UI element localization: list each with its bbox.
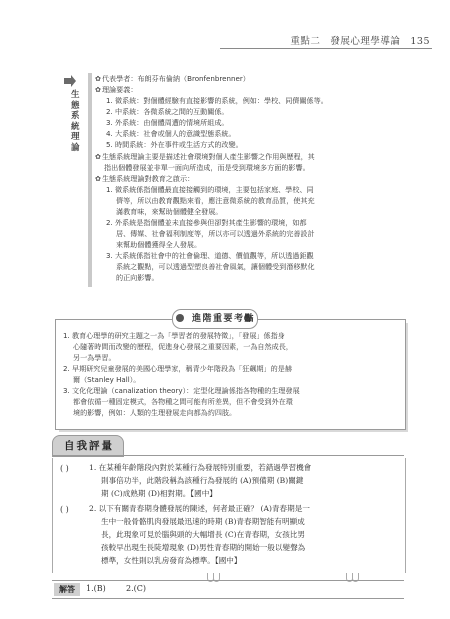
star-icon: ✿ <box>95 152 101 161</box>
side-bar <box>88 73 92 287</box>
question-line: 生中一般骨骼肌肉發展最迅速的時期 (B)青春期智能有明顯成 <box>101 517 305 526</box>
question-line: 2. 以下有關青春期身體發展的陳述，何者最正確？ (A)青春期是一 <box>89 504 310 513</box>
question-line: 期 (C)成熟期 (D)相對期。【國中】 <box>101 489 217 498</box>
line: 另一為學習。 <box>73 353 116 362</box>
header-divider <box>220 48 432 49</box>
question-line: 長，此現象可見於腦與頭的大幅增長 (C)在青春期，女孩比男 <box>101 530 305 539</box>
line: 儕等，所以由教育觀點來看，應注意微系統的教育品質，使其充 <box>116 196 315 205</box>
answer-1: 1.(B) <box>86 584 106 593</box>
running-header <box>240 33 430 47</box>
star-icon: ✿ <box>95 85 101 94</box>
line: 1. 微系統：對個體經驗有直接影響的系統，例如：學校、同儕關係等。 <box>106 96 328 105</box>
line: 2. 早期研究兒童發展的美國心理學家，稱青少年階段為「狂飆期」的是赫 <box>63 364 292 373</box>
answers-divider <box>52 580 404 581</box>
line: 爾（Stanley Hall）。 <box>73 375 141 384</box>
answers-bottom-rule <box>52 598 404 599</box>
question-line: 1. 在某種年齡階段內對於某種行為發展特別重要，若錯過學習機會 <box>89 463 312 472</box>
line: 滿教育味，來幫助個體健全發展。 <box>116 207 223 216</box>
line: 3. 外系統：由個體周遭的情境所組成。 <box>106 118 229 127</box>
answer-2: 2.(C) <box>126 584 146 593</box>
line: 居、傳媒、社會福利制度等，所以亦可以透過外系統的完善設計 <box>116 229 315 238</box>
question-line: 則事倍功半，此階段稱為該種行為發展的 (A)預備期 (B)關鍵 <box>101 476 304 485</box>
line: 的正向影響。 <box>116 273 159 282</box>
line: ✿生態系統理論主要是描述社會環境對個人產生影響之作用與歷程，其 <box>95 152 315 161</box>
line: 1. 教育心理學的研究主題之一為「學習者的發展特徵」，「發展」係指身 <box>63 331 285 340</box>
side-label: 生態系統理論 <box>71 90 80 153</box>
line: 2. 外系統是指個體並未直接參與但卻對其產生影響的環境，如都 <box>106 218 307 227</box>
chapter-title: 發展心理學導論 <box>330 36 401 47</box>
line: 5. 時間系統：外在事件或生活方式的改變。 <box>106 140 243 149</box>
line: ✿生態系統理論對教育之啟示： <box>95 174 195 183</box>
question-line: 標準，女性則以乳房發育為標準。【國中】 <box>101 556 242 565</box>
line: 3. 大系統係指社會中的社會倫理、道德、價值觀等，所以透過鉅觀 <box>106 251 314 260</box>
line: 都會依循一種固定模式，各物種之間可能有所差異，但不會受到外在環 <box>73 397 293 406</box>
arrow-right-icon <box>63 74 77 88</box>
star-icon: ✿ <box>95 174 101 183</box>
self-eval-title: 自我評量 <box>64 440 114 452</box>
line: 境的影響，例如：人類的生理發展走向都為約四肢。 <box>73 408 237 417</box>
question-line: 孩較早出現生長陡增現象 (D)男性青春期的開始一般以變聲為 <box>101 543 306 552</box>
answers-label: 解答 <box>54 583 80 596</box>
line: 3. 文化化理論（canalization theory）：定型化理論係指各物種的生理發展 <box>63 386 300 395</box>
star-icon: ✿ <box>95 74 101 83</box>
bullet-dot-icon <box>176 314 184 322</box>
line: 系統之觀點，可以透過型塑良善社會風氣，讓個體受到潛移默化 <box>116 262 315 271</box>
line: ✿代表學者：布朗芬布倫納（Bronfenbrenner） <box>95 74 250 83</box>
answer-blank[interactable]: ( ) <box>60 505 69 514</box>
line: 心隨著時間而改變的歷程，促進身心發展之重要因素，一為自然成長， <box>73 342 293 351</box>
page-number: 135 <box>410 36 430 47</box>
line: 4. 大系統：社會或個人的意識型態系統。 <box>106 129 236 138</box>
line: 1. 微系統係指個體最直接接觸到的環境，主要包括家庭、學校、同 <box>106 185 314 194</box>
line: 來幫助個體獲得全人發展。 <box>116 240 202 249</box>
self-eval-divider <box>52 455 404 456</box>
line: 2. 中系統：各微系統之間的互動關係。 <box>106 107 229 116</box>
chapter-label: 重點二 <box>290 36 321 47</box>
answer-blank[interactable]: ( ) <box>60 464 69 473</box>
line: ✿理論要義： <box>95 85 138 94</box>
advanced-title: 進階重要考點 <box>192 314 256 324</box>
line: 指出個體發展並非單一面向所造成，而是受到環境多方面的影響。 <box>104 163 310 172</box>
